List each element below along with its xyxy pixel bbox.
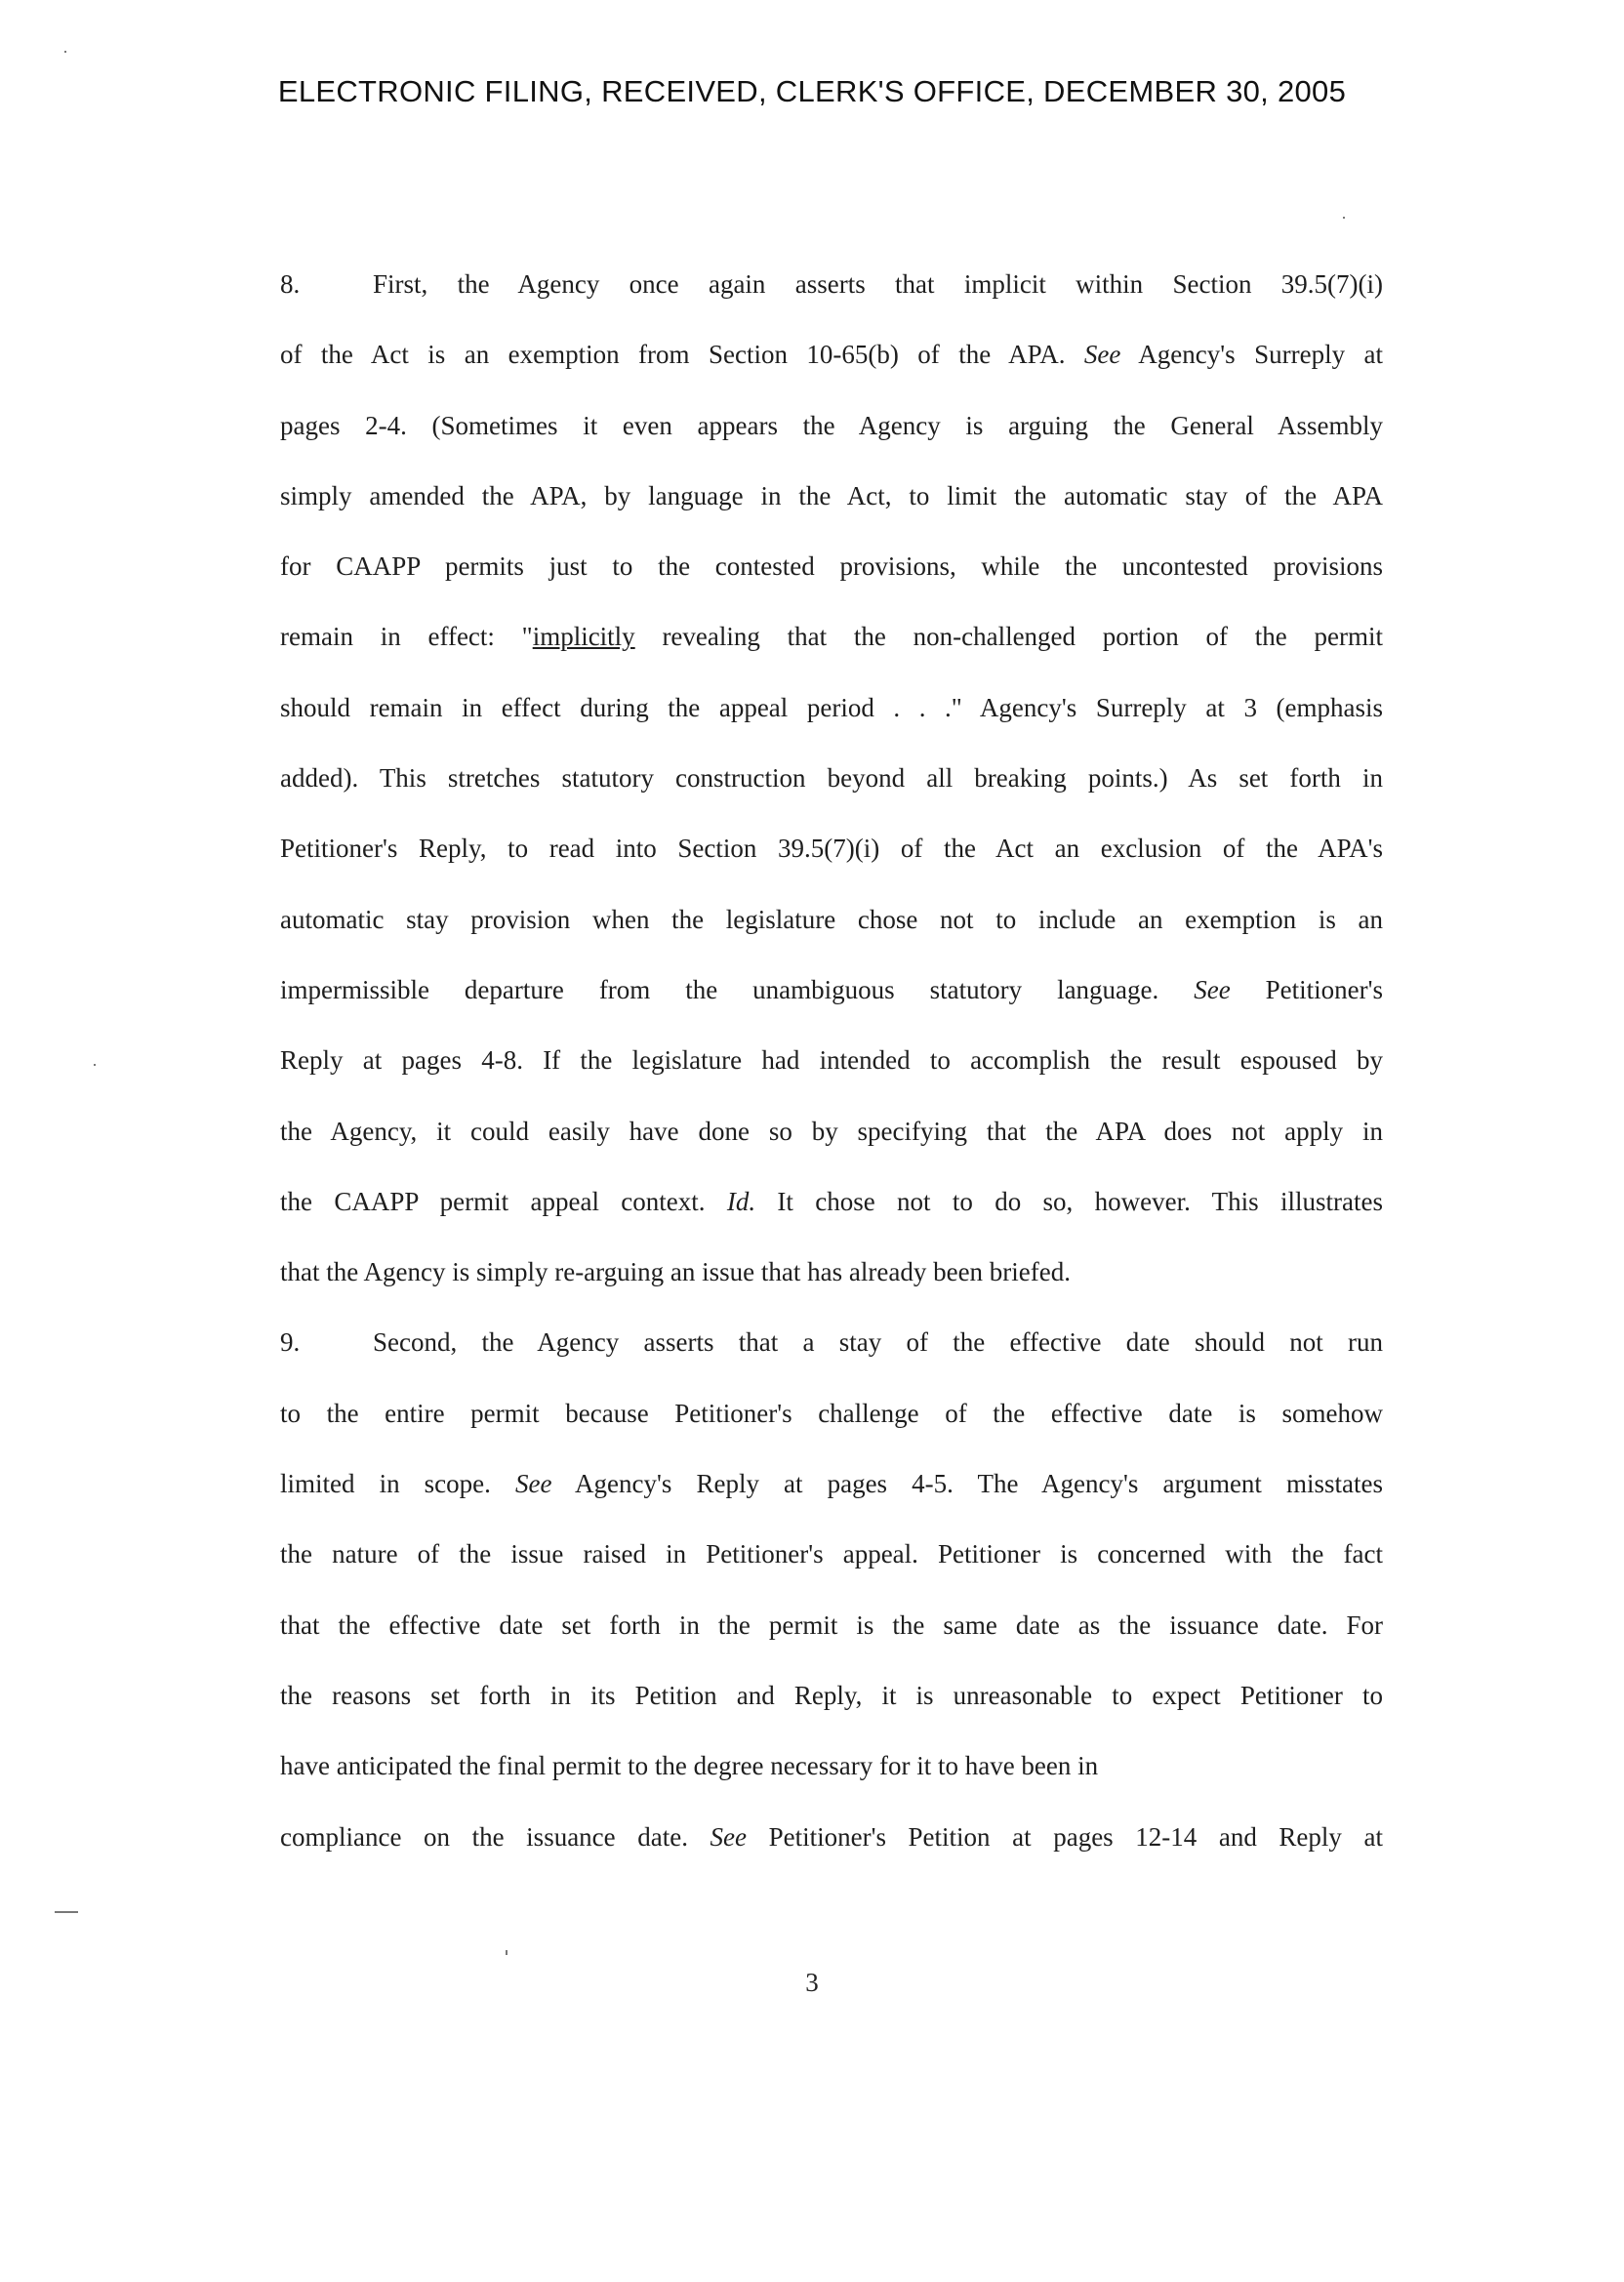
paragraph-9-line-2: to the entire permit because Petitioner's challenge of the effective date is somehow bbox=[280, 1398, 1383, 1428]
filing-header: ELECTRONIC FILING, RECEIVED, CLERK'S OFFICE, DECEMBER 30, 2005 bbox=[277, 74, 1347, 108]
paragraph-9-line-7: have anticipated the final permit to the degree necessary for it to have been in bbox=[280, 1751, 1099, 1781]
paragraph-8-number: 8. bbox=[280, 269, 301, 299]
paragraph-8-line-5: for CAAPP permits just to the contested provisions, while the uncontested provisions bbox=[280, 551, 1383, 582]
paragraph-8-line-8: added). This stretches statutory construction beyond all breaking points.) As set forth in bbox=[280, 763, 1383, 794]
paragraph-8-line-9: Petitioner's Reply, to read into Section 39.5(7)(i) of the Act an exclusion of the APA's bbox=[280, 834, 1383, 864]
paragraph-8-line-3: pages 2-4. (Sometimes it even appears the Agency is arguing the General Assembly bbox=[280, 410, 1383, 440]
paragraph-8-line-2 bbox=[280, 319, 1383, 389]
scan-speck bbox=[94, 1064, 96, 1066]
paragraph-8-line-10: automatic stay provision when the legislature chose not to include an exemption is an bbox=[280, 904, 1383, 934]
text-span: limited in scope. bbox=[280, 1469, 515, 1499]
paragraph-9-line-8 bbox=[280, 1802, 1383, 1872]
paragraph-9-number: 9. bbox=[280, 1327, 301, 1358]
citation-signal: See bbox=[1083, 340, 1121, 370]
paragraph-8-line-4: simply amended the APA, by language in the Act, to limit the automatic stay of the APA bbox=[280, 480, 1383, 510]
paragraph-8-line-12: Reply at pages 4-8. If the legislature had intended to accomplish the result espoused by bbox=[280, 1045, 1383, 1076]
paragraph-8-line-6 bbox=[280, 601, 1383, 672]
page-number: 3 bbox=[805, 1968, 819, 1997]
text-span: revealing that the non-challenged portion of the permit bbox=[634, 622, 1383, 652]
emphasis-underline: implicitly bbox=[532, 622, 635, 652]
paragraph-9-line-3 bbox=[280, 1448, 1383, 1519]
text-span: Petitioner's bbox=[1230, 974, 1383, 1004]
citation-signal: See bbox=[1194, 974, 1231, 1004]
paragraph-9-line-5: that the effective date set forth in the permit is the same date as the issuance date. For bbox=[280, 1610, 1383, 1640]
scan-speck bbox=[506, 1950, 508, 1955]
text-span: remain in effect: " bbox=[280, 622, 533, 652]
paragraph-8-line-7: should remain in effect during the appeal period . . ." Agency's Surreply at 3 (emphasis bbox=[280, 692, 1383, 722]
citation-signal: See bbox=[710, 1821, 748, 1852]
paragraph-8-line-13: the Agency, it could easily have done so by specifying that the APA does not apply in bbox=[280, 1116, 1383, 1146]
paragraph-9-line-4: the nature of the issue raised in Petitioner's appeal. Petitioner is concerned with the fact bbox=[280, 1539, 1383, 1569]
paragraph-9-line-6: the reasons set forth in its Petition and Reply, it is unreasonable to expect Petitioner to bbox=[280, 1680, 1383, 1710]
text-span: Agency's Surreply at bbox=[1120, 340, 1383, 370]
citation-signal: See bbox=[514, 1469, 552, 1499]
text-span: of the Act is an exemption from Section 10-65(b) of the APA. bbox=[280, 340, 1084, 370]
document-body bbox=[280, 249, 1383, 1872]
paragraph-8-text: First, the Agency once again asserts that implicit within Section 39.5(7)(i) bbox=[373, 269, 1383, 299]
citation-signal: Id. bbox=[726, 1186, 756, 1216]
text-span: impermissible departure from the unambiguous statutory language. bbox=[280, 974, 1195, 1004]
scan-speck bbox=[64, 51, 66, 53]
paragraph-9-text: Second, the Agency asserts that a stay of the effective date should not run bbox=[373, 1327, 1383, 1358]
text-span: Petitioner's Petition at pages 12-14 and Reply at bbox=[747, 1821, 1383, 1852]
paragraph-9-line-1 bbox=[280, 1307, 1383, 1377]
paragraph-8-line-11 bbox=[280, 955, 1383, 1025]
paragraph-8-line-15: that the Agency is simply re-arguing an issue that has already been briefed. bbox=[280, 1257, 1071, 1287]
paragraph-8-line-14 bbox=[280, 1166, 1383, 1237]
text-span: compliance on the issuance date. bbox=[280, 1821, 710, 1852]
text-span: It chose not to do so, however. This illustrates bbox=[755, 1186, 1383, 1216]
text-span: the CAAPP permit appeal context. bbox=[280, 1186, 727, 1216]
scan-speck bbox=[1343, 217, 1345, 219]
paragraph-8-line-1 bbox=[280, 249, 1383, 319]
scan-dash bbox=[55, 1911, 78, 1913]
text-span: Agency's Reply at pages 4-5. The Agency's argument misstates bbox=[551, 1469, 1384, 1499]
